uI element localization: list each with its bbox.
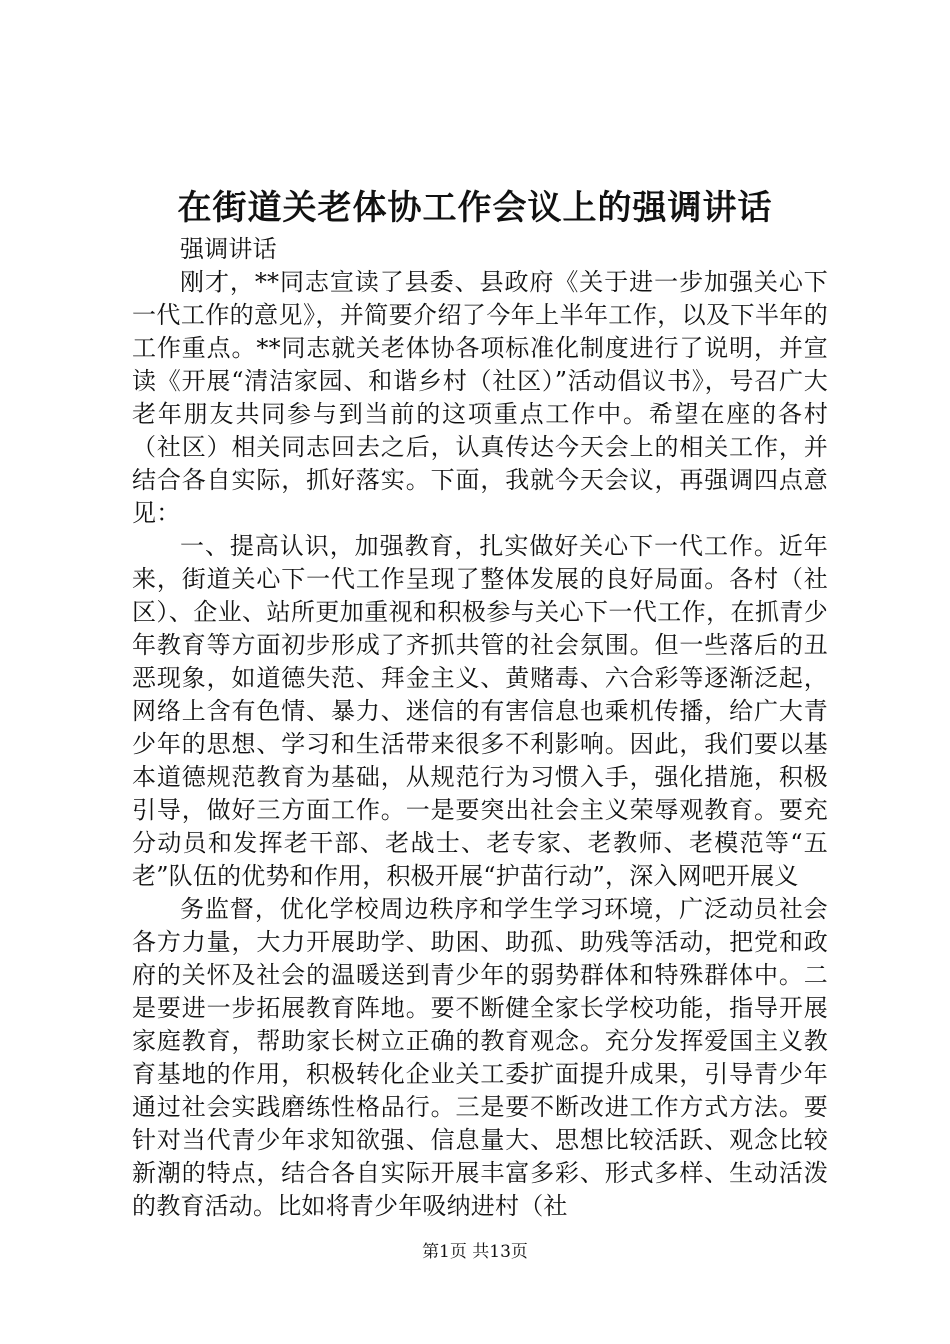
paragraph-subheading: 强调讲话 — [180, 235, 277, 263]
paragraph-point-one-continued: 务监督，优化学校周边秩序和学生学习环境，广泛动员社会各方力量，大力开展助学、助困、助孤、助残等活动，把党和政府的关怀及社会的温暖送到青少年的弱势群体和特殊群体中。二是要进一步拓展教育阵地。要不断健全家长学校功能，指导开展家庭教育，帮助家长树立正确的教育观念。充分发挥爱国主义教育基地的作用，积极转化企业关工委扩面提升成果，引导青少年通过社会实践磨练性格品行。三是要不断改进工作方式方法。要针对当代青少年求知欲强、信息量大、思想比较活跃、观念比较新潮的特点，结合各自实际开展丰富多彩、形式多样、生动活泼的教育活动。比如将青少年吸纳进村（社 — [132, 895, 828, 1220]
document-title: 在街道关老体协工作会议上的强调讲话 — [177, 188, 773, 228]
document-body — [132, 233, 828, 1223]
page-footer: 第1页 共13页 — [422, 1242, 528, 1262]
paragraph-intro: 刚才，**同志宣读了县委、县政府《关于进一步加强关心下一代工作的意见》，并简要介绍了今年上半年工作，以及下半年的工作重点。**同志就关老体协各项标准化制度进行了说明，并宣读《开展“清洁家园、和谐乡村（社区）”活动倡议书》，号召广大老年朋友共同参与到当前的这项重点工作中。希望在座的各村（社区）相关同志回去之后，认真传达今天会上的相关工作，并结合各自实际，抓好落实。下面，我就今天会议，再强调四点意见： — [132, 268, 828, 527]
paragraph-point-one: 一、提高认识，加强教育，扎实做好关心下一代工作。近年来，街道关心下一代工作呈现了整体发展的良好局面。各村（社区）、企业、站所更加重视和积极参与关心下一代工作，在抓青少年教育等方面初步形成了齐抓共管的社会氛围。但一些落后的丑恶现象，如道德失范、拜金主义、黄赌毒、六合彩等逐渐泛起，网络上含有色情、暴力、迷信的有害信息也乘机传播，给广大青少年的思想、学习和生活带来很多不利影响。因此，我们要以基本道德规范教育为基础，从规范行为习惯入手，强化措施，积极引导，做好三方面工作。一是要突出社会主义荣辱观教育。要充分动员和发挥老干部、老战士、老专家、老教师、老模范等“五老”队伍的优势和作用，积极开展“护苗行动”，深入网吧开展义 — [132, 532, 828, 890]
